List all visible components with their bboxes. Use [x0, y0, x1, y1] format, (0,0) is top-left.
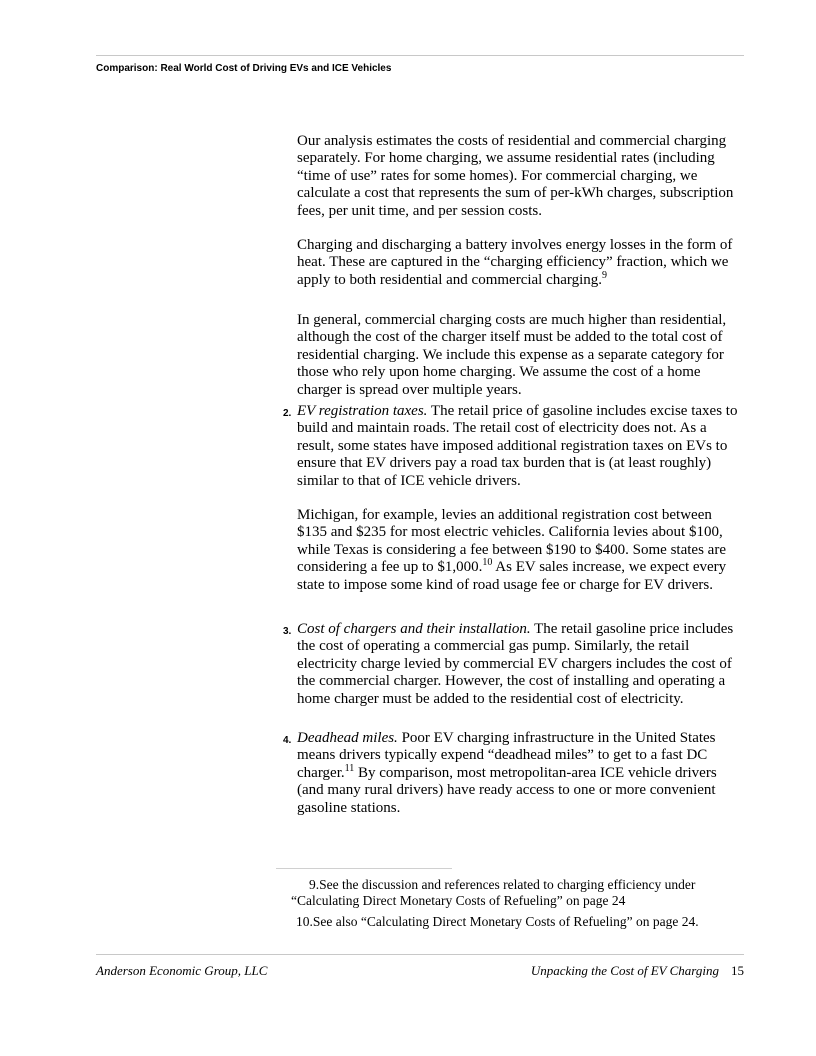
list-item-body [297, 730, 744, 817]
list-item-deadhead-miles [283, 730, 744, 817]
list-item-body [297, 403, 744, 490]
list-item-registration-taxes [283, 403, 744, 490]
page-number: 15 [731, 963, 744, 978]
footnote-number: 10. [296, 914, 313, 929]
list-item-text: Poor EV charging infrastructure in the United States means drivers typically expend “deadhead miles” to get to a fast DC charger. [297, 730, 716, 781]
footer-rule [96, 954, 744, 955]
list-item-lead: EV registration taxes. [297, 403, 428, 419]
paragraph-text: Michigan, for example, levies an additional registration cost between $135 and $235 for most electric vehicles. California levies about $100, while Texas is considering a fee between $190 to $400. Some states are considering a fee up to $1,000. [297, 507, 726, 576]
footnote-number: 9. [309, 877, 320, 892]
footer-title-text: Unpacking the Cost of EV Charging [530, 963, 719, 978]
paragraph-text: In general, commercial charging costs are much higher than residential, although the cost of the charger itself must be added to the total cost of residential charging. We include this expense as a separate category for those who rely upon home charging. We assume the cost of a home charger is spread over multiple years. [297, 312, 727, 398]
list-item-charger-cost [283, 621, 744, 708]
footnote-rule [276, 868, 452, 869]
footnote-ref-11[interactable]: 11 [344, 762, 355, 774]
list-number: 2. [283, 408, 292, 419]
paragraph-text: Charging and discharging a battery involves energy losses in the form of heat. These are captured in the “charging efficiency” fraction, which we apply to both residential and commercial charging. [297, 237, 733, 288]
running-header: Comparison: Real World Cost of Driving EVs and ICE Vehicles [96, 63, 392, 74]
footnote-9 [291, 877, 751, 909]
header-rule [96, 55, 744, 56]
footer-organization: Anderson Economic Group, LLC [96, 963, 268, 978]
footnote-10 [291, 914, 751, 930]
list-number: 3. [283, 626, 292, 637]
footer-report-title [531, 963, 744, 979]
paragraph-body [297, 237, 744, 289]
paragraph-charging-efficiency [297, 237, 744, 289]
list-item-text: The retail gasoline price includes the cost of operating a commercial gas pump. Similarly, the retail electricity charge levied by commercial EV chargers includes the cost of the commercial charger. However, the cost of installing and operating a home charger must be added to the residential cost of electricity. [297, 621, 734, 707]
list-number: 4. [283, 735, 292, 746]
footnote-text: See also “Calculating Direct Monetary Costs of Refueling” on page 24. [312, 914, 699, 929]
list-item-text: The retail price of gasoline includes excise taxes to build and maintain roads. The retail cost of electricity does not. As a result, some states have imposed additional registration taxes on EVs to ensure that EV drivers pay a road tax burden that is (at least roughly) similar to that of ICE vehicle drivers. [297, 403, 738, 489]
paragraph-text: Our analysis estimates the costs of residential and commercial charging separately. For home charging, we assume residential rates (including “time of use” rates for some homes). For commercial charging, we calculate a cost that represents the sum of per-kWh charges, subscription fees, per unit time, and per session costs. [297, 133, 734, 219]
footnote-ref-10[interactable]: 10 [482, 557, 493, 569]
paragraph-text-rest: As EV sales increase, we expect every state to impose some kind of road usage fee or charge for EV drivers. [297, 559, 727, 593]
paragraph-state-fees [297, 507, 744, 594]
list-item-body [297, 621, 744, 708]
paragraph-body [297, 507, 744, 594]
list-item-text-rest: By comparison, most metropolitan-area ICE vehicle drivers (and many rural drivers) have ready access to one or more convenient gasoline stations. [297, 764, 717, 816]
list-item-lead: Cost of chargers and their installation. [297, 621, 531, 637]
paragraph-commercial-costs [297, 312, 744, 399]
list-item-lead: Deadhead miles. [297, 730, 398, 746]
footnote-text: See the discussion and references related to charging efficiency under “Calculating Direct Monetary Costs of Refueling” on page 24 [291, 877, 696, 908]
footnote-ref-9[interactable]: 9 [602, 269, 608, 281]
paragraph-commercial-charging [297, 133, 744, 220]
